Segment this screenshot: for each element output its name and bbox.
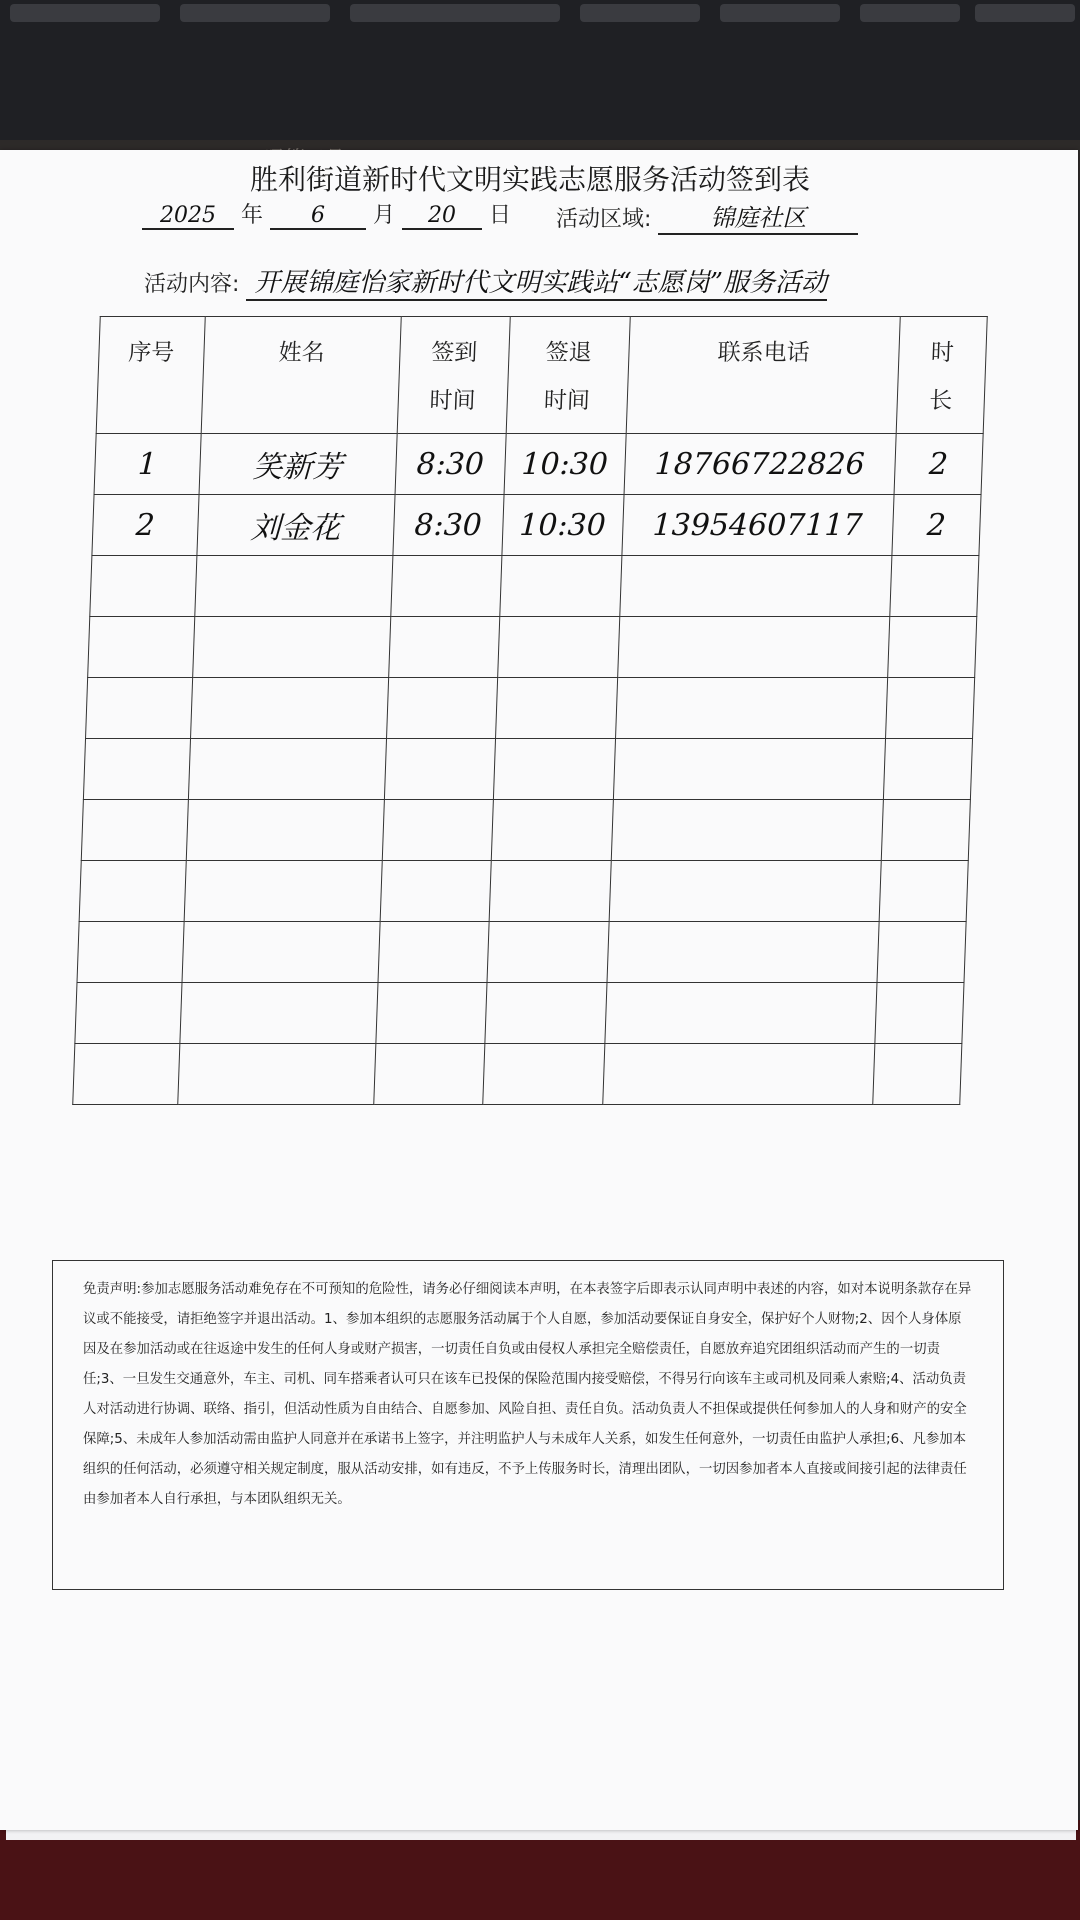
empty-cell	[83, 739, 190, 800]
area-label: 活动区域:	[556, 207, 652, 232]
empty-cell	[184, 861, 382, 922]
content-line	[144, 262, 1076, 301]
empty-cell	[182, 922, 380, 983]
empty-cell	[192, 617, 390, 678]
empty-cell	[384, 739, 495, 800]
row-phone: 18766722826	[624, 434, 896, 495]
empty-cell	[378, 922, 489, 983]
empty-cell	[609, 861, 881, 922]
row-no: 2	[92, 495, 199, 556]
content-value: 开展锦庭怡家新时代文明实践站“志愿岗”服务活动	[246, 262, 827, 301]
table-row-empty	[86, 678, 975, 739]
empty-cell	[485, 983, 607, 1044]
empty-cell	[493, 739, 615, 800]
empty-cell	[88, 617, 195, 678]
empty-cell	[380, 861, 491, 922]
row-name: 笑新芳	[199, 434, 397, 495]
table-header-row	[96, 317, 987, 434]
empty-cell	[388, 617, 499, 678]
empty-cell	[873, 1044, 962, 1105]
signin-table	[72, 316, 988, 1105]
empty-cell	[607, 922, 879, 983]
table-row	[94, 434, 983, 495]
empty-cell	[619, 556, 891, 617]
content-label: 活动内容:	[144, 272, 240, 297]
table-row-empty	[73, 1044, 962, 1105]
empty-cell	[186, 800, 384, 861]
row-checkout: 10:30	[504, 434, 626, 495]
header-duration-label: 时长	[928, 340, 955, 414]
empty-cell	[194, 556, 392, 617]
empty-cell	[177, 1044, 375, 1105]
keyboard-key	[350, 4, 560, 22]
table-body	[73, 434, 983, 1105]
empty-cell	[386, 678, 497, 739]
area-line	[556, 198, 858, 235]
disclaimer-box: 免责声明:参加志愿服务活动难免存在不可预知的危险性，请务必仔细阅读本声明，在本表签字后即表示认同声明中表述的内容，如对本说明条款存在异议或不能接受，请拒绝签字并退出活动。1、参加本组织的志愿服务活动属于个人自愿，参加活动要保证自身安全，保护好个人财物;2、因个人身体原因及在参加活动或在往返途中发生的任何人身或财产损害，一切责任自负或由侵权人承担完全赔偿责任，自愿放弃追究团组织活动而产生的一切责任;3、一旦发生交通意外，车主、司机、同车搭乘者认可只在该车已投保的保险范围内接受赔偿，不得另行向该车主或司机及同乘人索赔;4、活动负责人对活动进行协调、联络、指引，但活动性质为自由结合、自愿参加、风险自担、责任自负。活动负责人不担保或提供任何参加人的人身和财产的安全保障;5、未成年人参加活动需由监护人同意并在承诺书上签字，并注明监护人与未成年人关系，如发生任何意外，一切责任由监护人承担;6、凡参加本组织的任何活动，必须遵守相关规定制度，服从活动安排，如有违反，不予上传服务时长，清理出团队，一切因参加者本人直接或间接引起的法律责任由参加者本人自行承担，与本团队组织无关。	[52, 1260, 1004, 1590]
keyboard-key	[10, 4, 160, 22]
header-phone: 联系电话	[626, 317, 900, 434]
empty-cell	[881, 800, 970, 861]
empty-cell	[887, 617, 976, 678]
empty-cell	[482, 1044, 604, 1105]
empty-cell	[877, 922, 966, 983]
row-duration: 2	[894, 434, 983, 495]
empty-cell	[883, 739, 972, 800]
empty-cell	[604, 983, 876, 1044]
table-row-empty	[79, 861, 968, 922]
empty-cell	[879, 861, 968, 922]
header-duration	[896, 317, 987, 434]
row-no: 1	[94, 434, 201, 495]
header-name: 姓名	[201, 317, 401, 434]
keyboard-key	[580, 4, 700, 22]
table-row-empty	[88, 617, 977, 678]
form-title: 胜利街道新时代文明实践志愿服务活动签到表	[249, 163, 810, 196]
area-value: 锦庭社区	[658, 198, 858, 235]
table-row-empty	[75, 983, 964, 1044]
table-row-empty	[83, 739, 972, 800]
keyboard-key	[180, 4, 330, 22]
empty-cell	[491, 800, 613, 861]
table-row-empty	[81, 800, 970, 861]
empty-cell	[179, 983, 377, 1044]
empty-cell	[376, 983, 487, 1044]
empty-cell	[617, 617, 889, 678]
empty-cell	[615, 678, 887, 739]
empty-cell	[188, 739, 386, 800]
header-checkin	[397, 317, 510, 434]
empty-cell	[373, 1044, 484, 1105]
empty-cell	[77, 922, 184, 983]
date-year: 2025	[142, 203, 234, 230]
empty-cell	[73, 1044, 180, 1105]
table-row-empty	[90, 556, 979, 617]
empty-cell	[611, 800, 883, 861]
empty-cell	[499, 556, 621, 617]
empty-cell	[602, 1044, 874, 1105]
empty-cell	[391, 556, 502, 617]
keyboard-key	[720, 4, 840, 22]
empty-cell	[890, 556, 979, 617]
empty-cell	[75, 983, 182, 1044]
row-checkin: 8:30	[395, 434, 506, 495]
header-checkout-label: 签退时间	[543, 340, 593, 414]
empty-cell	[497, 617, 619, 678]
empty-cell	[81, 800, 188, 861]
empty-cell	[875, 983, 964, 1044]
header-checkout	[506, 317, 630, 434]
row-checkout: 10:30	[502, 495, 624, 556]
row-name: 刘金花	[197, 495, 395, 556]
date-day: 20	[402, 203, 482, 230]
month-label: 月	[373, 203, 396, 228]
empty-cell	[382, 800, 493, 861]
year-label: 年	[241, 203, 264, 228]
date-line	[142, 198, 511, 230]
empty-cell	[487, 922, 609, 983]
empty-cell	[885, 678, 974, 739]
row-checkin: 8:30	[393, 495, 504, 556]
empty-cell	[190, 678, 388, 739]
day-label: 日	[489, 203, 512, 228]
keyboard-key	[860, 4, 960, 22]
table-row-empty	[77, 922, 966, 983]
empty-cell	[86, 678, 193, 739]
empty-cell	[90, 556, 197, 617]
row-phone: 13954607117	[621, 495, 893, 556]
header-no: 序号	[96, 317, 205, 434]
empty-cell	[489, 861, 611, 922]
empty-cell	[495, 678, 617, 739]
keyboard-background	[0, 0, 1080, 150]
header-checkin-label: 签到时间	[429, 340, 478, 414]
keyboard-key	[975, 4, 1075, 22]
row-duration: 2	[892, 495, 981, 556]
date-month: 6	[270, 203, 366, 230]
empty-cell	[613, 739, 885, 800]
empty-cell	[79, 861, 186, 922]
table-row	[92, 495, 981, 556]
